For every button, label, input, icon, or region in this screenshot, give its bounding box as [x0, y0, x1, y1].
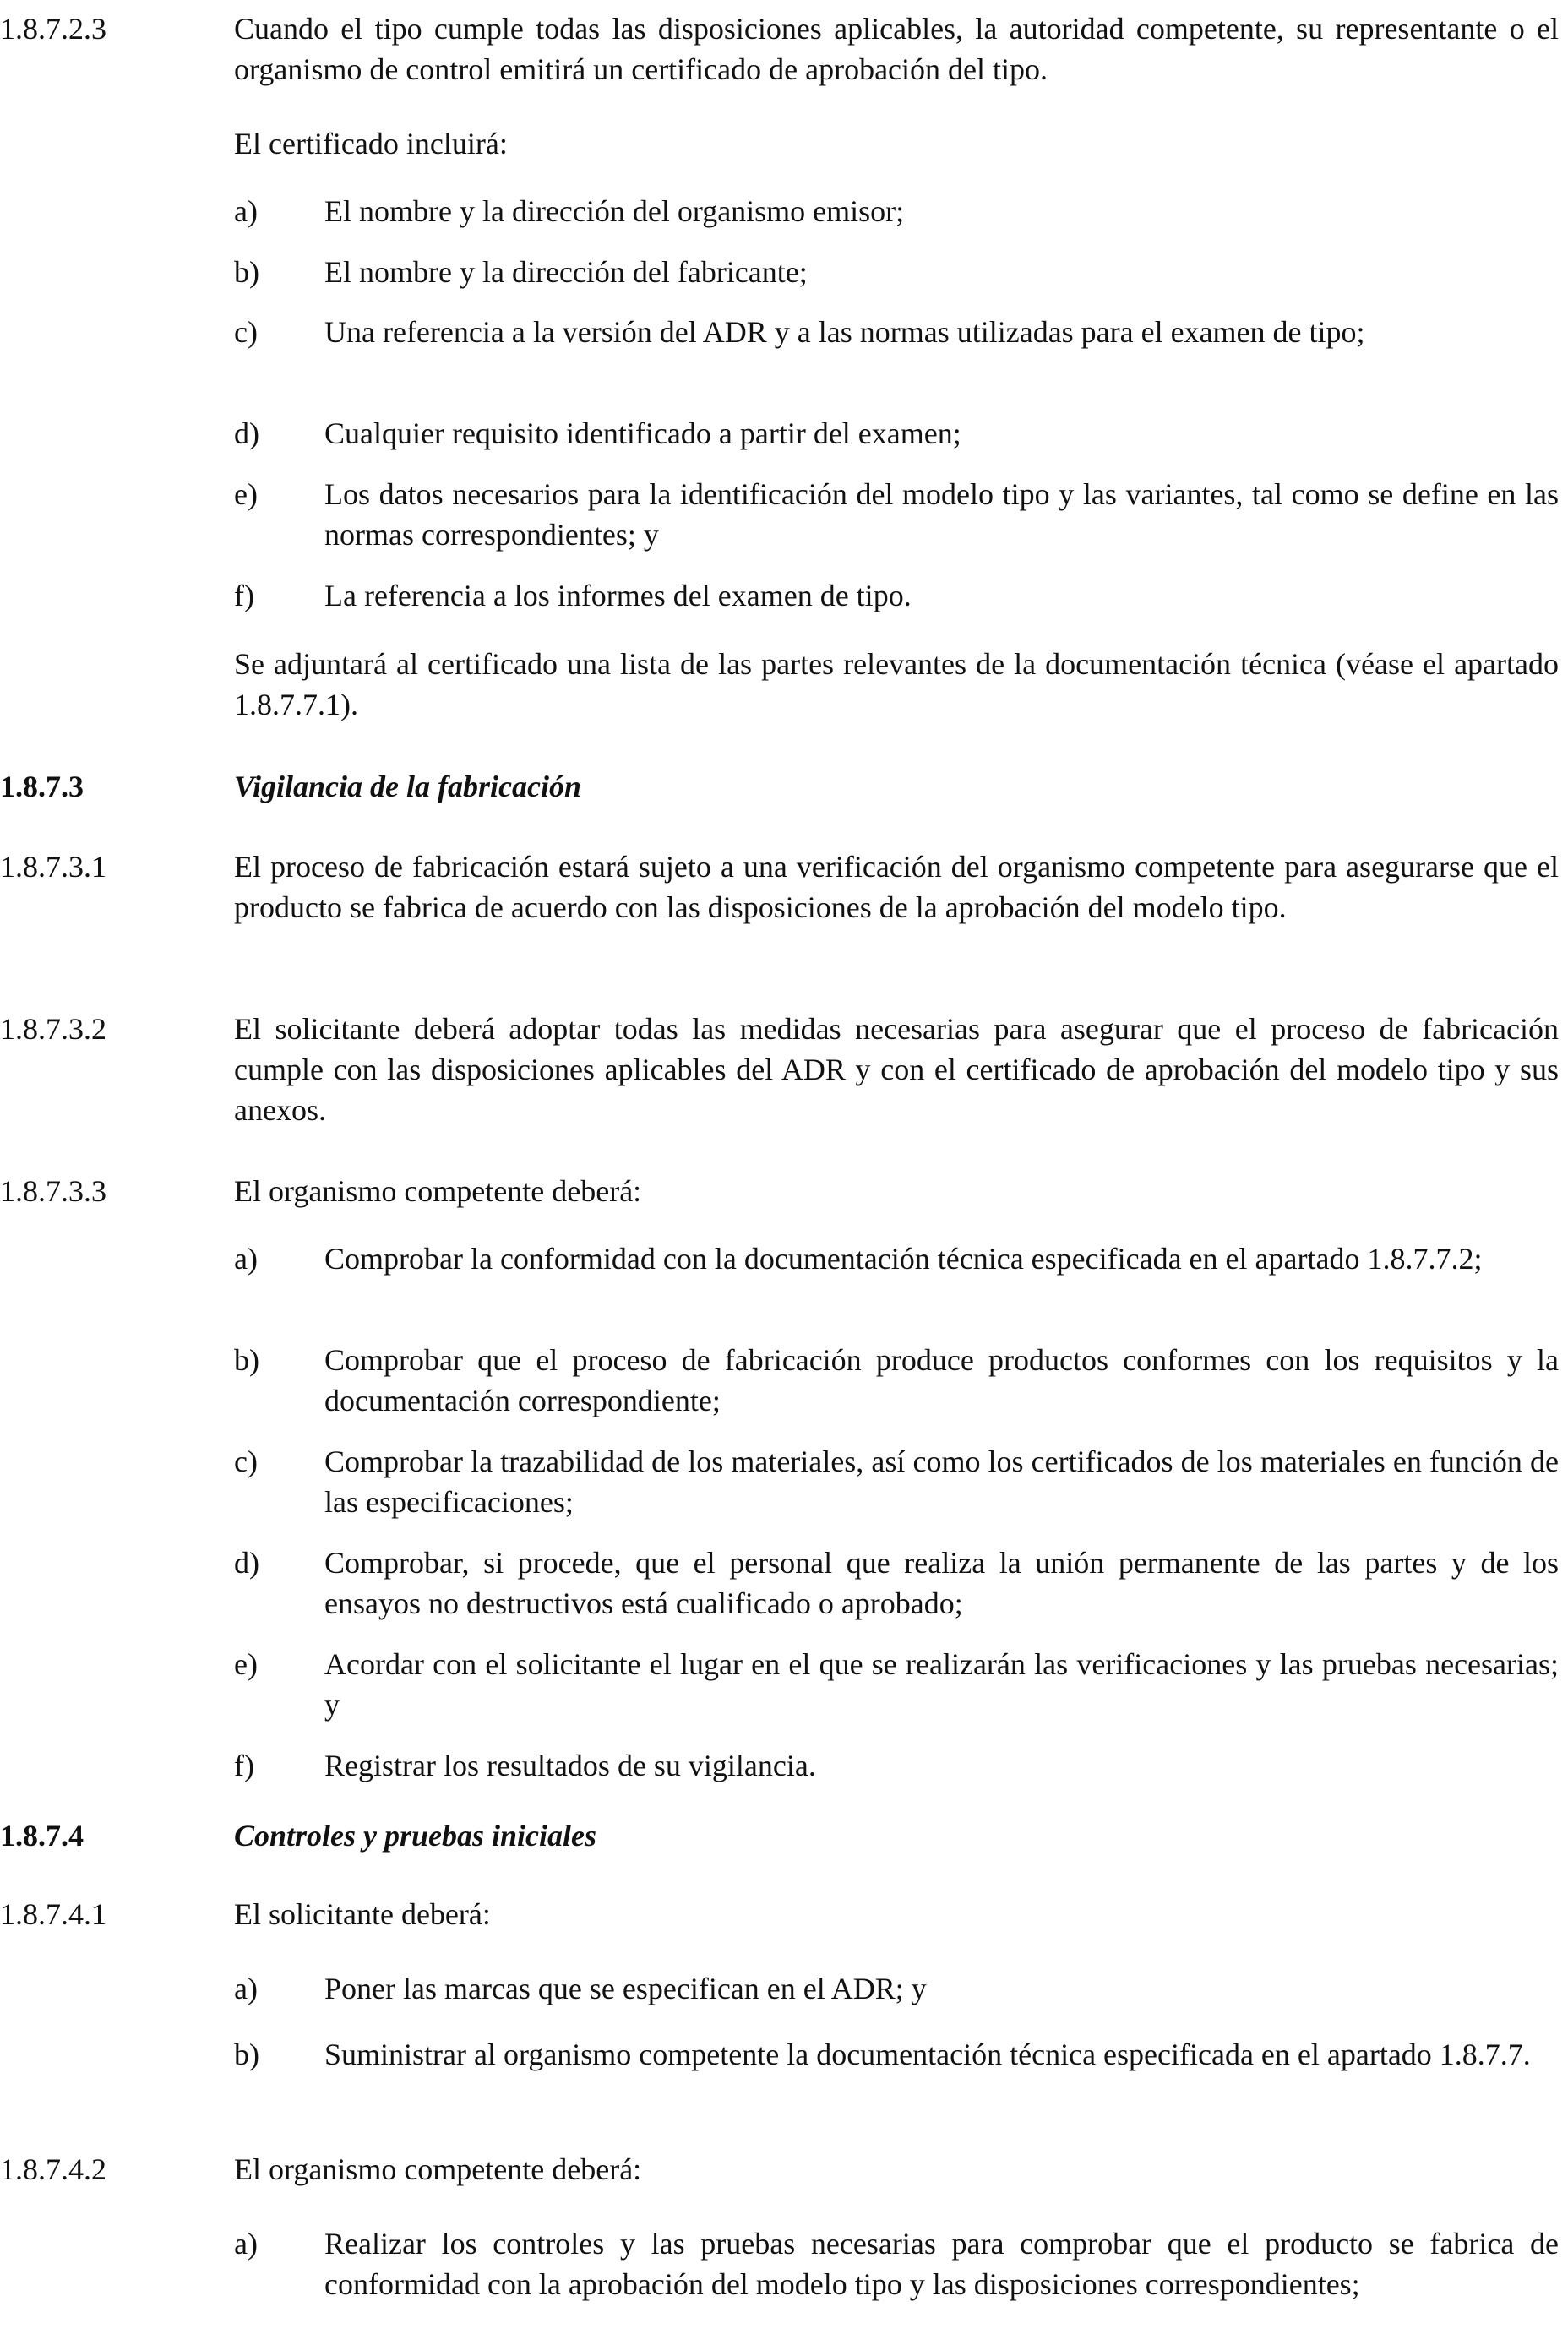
paragraph-number: 1.8.7.3.2: [0, 1012, 106, 1046]
paragraph-number: 1.8.7.3.1: [0, 850, 106, 884]
paragraph-number: 1.8.7.4.2: [0, 2152, 106, 2186]
list-label: e): [234, 477, 258, 511]
list-text: Acordar con el solicitante el lugar en el que se realizarán las verificaciones y las pruebas necesarias; y: [324, 1647, 1559, 1722]
list-text: Realizar los controles y las pruebas necesarias para comprobar que el producto se fabrica de conformidad con la aprobación del modelo tipo y las disposiciones correspondientes;: [324, 2227, 1559, 2301]
list-label: b): [234, 2038, 259, 2071]
paragraph-text: El organismo competente deberá:: [234, 2152, 642, 2186]
paragraph-text: El organismo competente deberá:: [234, 1174, 642, 1208]
list-text: Registrar los resultados de su vigilancia.: [324, 1749, 816, 1782]
list-label: c): [234, 1445, 258, 1478]
paragraph-number: 1.8.7.3.3: [0, 1174, 106, 1208]
list-label: a): [234, 1972, 258, 2005]
list-text: Suministrar al organismo competente la documentación técnica especificada en el apartado 1.8.7.7.: [324, 2038, 1531, 2071]
paragraph-text: El proceso de fabricación estará sujeto a una verificación del organismo competente para asegurarse que el producto se fabrica de acuerdo con las disposiciones de la aprobación del modelo tipo.: [234, 850, 1559, 924]
list-label: f): [234, 1749, 254, 1782]
paragraph-number: 1.8.7.2.3: [0, 12, 106, 46]
list-text: El nombre y la dirección del fabricante;: [324, 255, 808, 289]
paragraph-number: 1.8.7.4.1: [0, 1897, 106, 1931]
section-number: 1.8.7.4: [0, 1819, 84, 1853]
closing-text: Se adjuntará al certificado una lista de las partes relevantes de la documentación técnica (véase el apartado 1.8.7.7.1).: [234, 647, 1559, 721]
paragraph-text: Cuando el tipo cumple todas las disposiciones aplicables, la autoridad competente, su representante o el organismo de control emitirá un certificado de aprobación del tipo.: [234, 12, 1559, 86]
list-text: Una referencia a la versión del ADR y a las normas utilizadas para el examen de tipo;: [324, 315, 1365, 349]
paragraph-text: El solicitante deberá adoptar todas las medidas necesarias para asegurar que el proceso de fabricación cumple con las disposiciones aplicables del ADR y con el certificado de aprobación del modelo tipo y sus anexos.: [234, 1012, 1559, 1127]
list-text: La referencia a los informes del examen de tipo.: [324, 579, 912, 612]
intro-text: El certificado incluirá:: [234, 127, 508, 161]
section-title: Vigilancia de la fabricación: [234, 770, 581, 803]
list-text: Comprobar que el proceso de fabricación produce productos conformes con los requisitos y la documentación correspondiente;: [324, 1343, 1559, 1417]
list-text: El nombre y la dirección del organismo emisor;: [324, 194, 905, 228]
list-label: a): [234, 2227, 258, 2261]
list-label: e): [234, 1647, 258, 1681]
list-label: d): [234, 1546, 259, 1580]
list-label: d): [234, 416, 259, 450]
paragraph-text: El solicitante deberá:: [234, 1897, 491, 1931]
list-label: b): [234, 1343, 259, 1377]
list-text: Cualquier requisito identificado a partir del examen;: [324, 416, 961, 450]
list-label: f): [234, 579, 254, 612]
list-text: Comprobar, si procede, que el personal que realiza la unión permanente de las partes y de los ensayos no destructivos está cualificado o aprobado;: [324, 1546, 1559, 1620]
list-label: a): [234, 194, 258, 228]
list-text: Poner las marcas que se especifican en el ADR; y: [324, 1972, 927, 2005]
list-label: c): [234, 315, 258, 349]
section-number: 1.8.7.3: [0, 770, 84, 803]
list-text: Comprobar la trazabilidad de los materiales, así como los certificados de los materiales en función de las especificaciones;: [324, 1445, 1559, 1519]
list-label: a): [234, 1242, 258, 1276]
section-title: Controles y pruebas iniciales: [234, 1819, 597, 1853]
list-text: Comprobar la conformidad con la documentación técnica especificada en el apartado 1.8.7.7.2;: [324, 1242, 1483, 1276]
list-label: b): [234, 255, 259, 289]
list-text: Los datos necesarios para la identificación del modelo tipo y las variantes, tal como se define en las normas correspondientes; y: [324, 477, 1559, 552]
